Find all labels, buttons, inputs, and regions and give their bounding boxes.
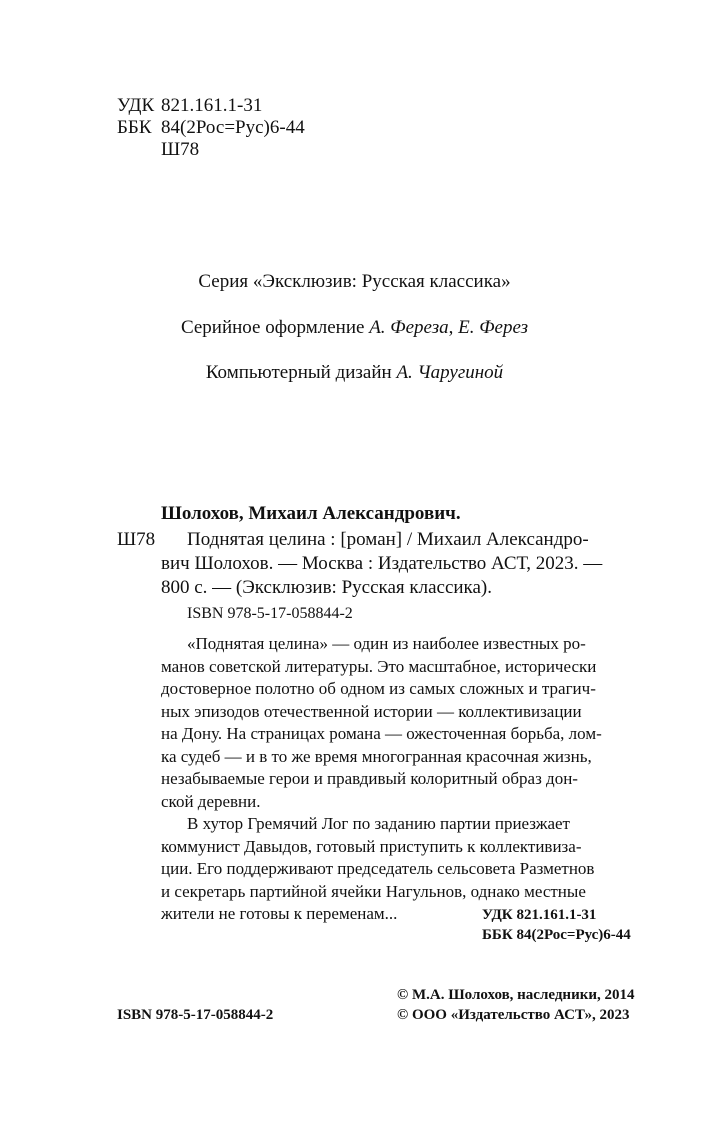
annotation-line: и секретарь партийной ячейки Нагульнов, однако местные (161, 881, 586, 901)
description-line: вич Шолохов. — Москва : Издательство АСТ, 2023. — (161, 553, 603, 574)
serial-design-person2: Е. Ферез (458, 317, 529, 338)
annotation-line: ции. Его поддерживают председатель сельсовета Разметнов (161, 859, 595, 878)
annotation-line: В хутор Гремячий Лог по заданию партии приезжает (187, 814, 570, 833)
annotation-line: незабываемые герои и правдивый колоритный образ дон- (161, 769, 578, 788)
annotation-line: ской деревни. (161, 791, 261, 811)
description-line: 800 с. — (Эксклюзив: Русская классика). (161, 577, 493, 598)
copyright-author: © М.А. Шолохов, наследники, 2014 (397, 987, 635, 1003)
computer-design-person: А. Чаругиной (396, 362, 504, 383)
card-isbn: ISBN 978-5-17-058844-2 (187, 605, 353, 622)
footer-isbn: ISBN 978-5-17-058844-2 (117, 1007, 274, 1023)
card-author: Шолохов, Михаил Александрович. (161, 503, 461, 524)
annotation-line: манов советской литературы. Это масштабное, исторически (161, 656, 597, 676)
author-mark-top: Ш78 (161, 139, 200, 160)
bbk-line (117, 117, 305, 139)
description-line: Поднятая целина : [роман] / Михаил Александро- (187, 529, 589, 550)
annotation-line: достоверное полотно об одном из самых сложных и трагич- (161, 679, 596, 698)
card-code: Ш78 (117, 529, 156, 550)
copyright-publisher: © ООО «Издательство АСТ», 2023 (397, 1007, 630, 1023)
annotation-line: ных эпизодов отечественной истории — коллективизации (161, 701, 582, 721)
serial-design-label: Серийное оформление (180, 317, 365, 338)
series-line: Серия «Эксклюзив: Русская классика» (198, 271, 511, 292)
bbk-label: ББК (117, 117, 152, 138)
serial-design-sep: , (448, 317, 454, 338)
computer-design-label: Компьютерный дизайн (205, 362, 392, 383)
udk-value: 821.161.1-31 (161, 95, 263, 116)
udk-line (117, 95, 262, 117)
annotation-line: коммунист Давыдов, готовый приступить к коллективиза- (161, 836, 582, 856)
annotation-line: «Поднятая целина» — один из наиболее известных ро- (187, 634, 586, 653)
card-udk-bottom: УДК 821.161.1-31 (482, 907, 597, 923)
bbk-value: 84(2Рос=Рус)6-44 (161, 117, 305, 138)
annotation-line: жители не готовы к переменам... (161, 904, 398, 923)
computer-design-line (0, 362, 709, 384)
card-bbk-bottom: ББК 84(2Рос=Рус)6-44 (482, 927, 631, 943)
serial-design-line (0, 317, 709, 339)
annotation-line: ка судеб — и в то же время многогранная красочная жизнь, (161, 746, 592, 766)
annotation-line: на Дону. На страницах романа — ожесточенная борьба, лом- (161, 724, 602, 743)
udk-label: УДК (117, 95, 155, 116)
serial-design-person1: А. Фереза (369, 317, 449, 338)
